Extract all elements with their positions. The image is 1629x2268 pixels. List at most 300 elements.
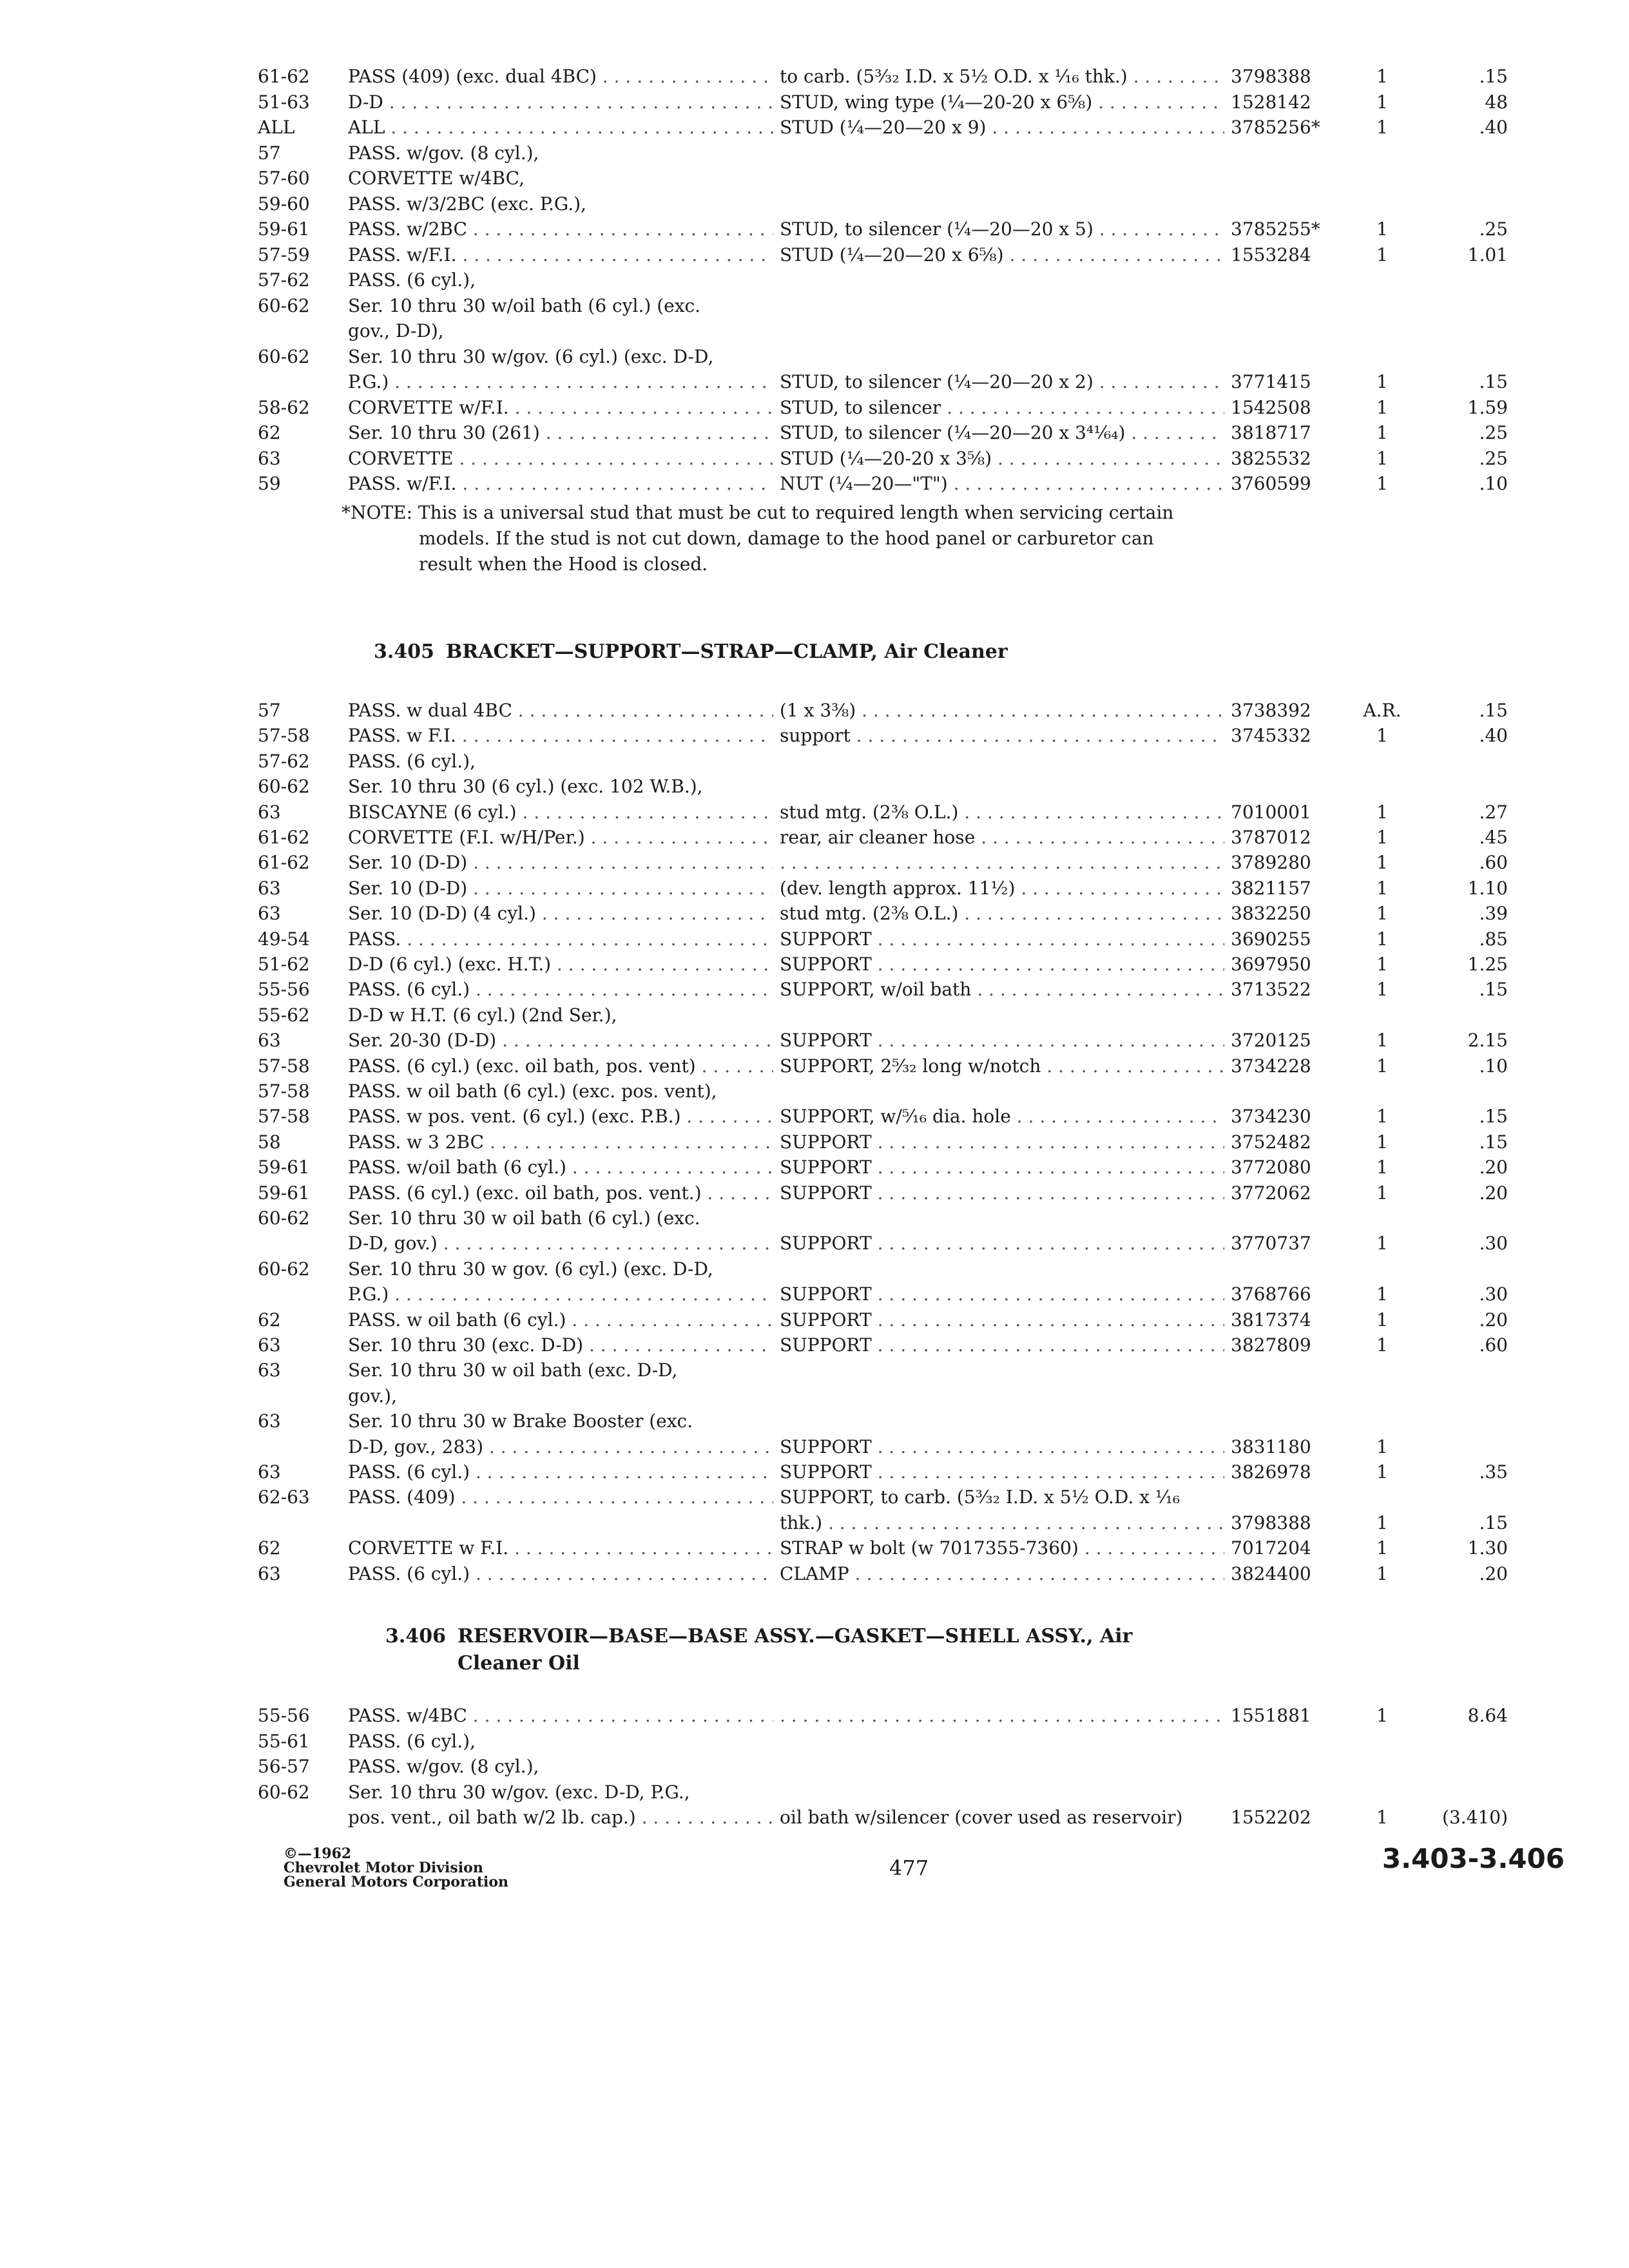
parts-row <box>258 370 1521 394</box>
price-cell: .15 <box>1479 1512 1508 1533</box>
part-number-cell: 3827809 <box>1231 1334 1311 1356</box>
year-cell: 49-54 <box>258 928 310 950</box>
year-cell: 60-62 <box>258 345 310 367</box>
price-cell: .39 <box>1479 903 1508 925</box>
price-cell: .25 <box>1479 218 1508 240</box>
quantity-cell: 1 <box>1376 1537 1388 1559</box>
model-cell: BISCAYNE (6 cyl.) . . . <box>348 800 773 825</box>
price-cell: 48 <box>1485 91 1508 113</box>
part-number-cell: 1551881 <box>1231 1705 1311 1726</box>
parts-row <box>258 64 1521 89</box>
quantity-cell: 1 <box>1376 1055 1388 1077</box>
note-line-3: result when the Hood is closed. <box>419 553 708 575</box>
description-cell: NUT (¼—20—"T") . . . <box>780 472 1224 496</box>
parts-row <box>258 1536 1521 1561</box>
year-cell: 61-62 <box>258 66 310 87</box>
year-cell: 63 <box>258 1410 281 1432</box>
quantity-cell: 1 <box>1376 1512 1388 1533</box>
part-number-cell: 3818717 <box>1231 422 1311 443</box>
section-405-number: 3.405 <box>374 640 434 663</box>
price-cell: .30 <box>1479 1283 1508 1305</box>
quantity-cell: 1 <box>1376 1106 1388 1128</box>
part-number-cell: 3832250 <box>1231 903 1311 925</box>
model-cell: PASS. . . . <box>348 927 773 952</box>
price-cell: .20 <box>1479 1309 1508 1331</box>
part-number-cell: 3697950 <box>1231 954 1311 975</box>
footer-corporation: General Motors Corporation <box>284 1874 509 1890</box>
model-cell: D-D w H.T. (6 cyl.) (2nd Ser.), <box>348 1004 617 1026</box>
model-cell: Ser. 10 thru 30 w oil bath (6 cyl.) (exc. <box>348 1207 700 1229</box>
parts-row <box>258 1181 1521 1206</box>
description-cell: SUPPORT, w/oil bath . . . <box>780 977 1224 1002</box>
part-number-cell: 3772080 <box>1231 1157 1311 1178</box>
quantity-cell: 1 <box>1376 1436 1388 1457</box>
section-406-heading <box>385 1624 1132 1649</box>
model-cell: Ser. 10 thru 30 (261) . . . <box>348 421 773 445</box>
parts-row <box>258 472 1521 496</box>
description-cell: (1 x 3⅜) . . . <box>780 698 1224 723</box>
year-cell: 57-59 <box>258 244 310 265</box>
part-number-cell: 3824400 <box>1231 1562 1311 1584</box>
description-cell: SUPPORT, w/⁵⁄₁₆ dia. hole . . . <box>780 1104 1224 1129</box>
part-number-cell: 3738392 <box>1231 700 1311 721</box>
description-cell: STUD (¼—20-20 x 3⅝) . . . <box>780 447 1224 471</box>
description-cell: SUPPORT . . . <box>780 952 1224 977</box>
part-number-cell: 3789280 <box>1231 852 1311 874</box>
quantity-cell: 1 <box>1376 1283 1388 1305</box>
parts-row <box>258 421 1521 445</box>
quantity-cell: 1 <box>1376 447 1388 469</box>
parts-row <box>258 1028 1521 1053</box>
model-cell: CORVETTE . . . <box>348 447 773 471</box>
description-cell: SUPPORT . . . <box>780 1333 1224 1358</box>
parts-row <box>258 1054 1521 1079</box>
model-cell: PASS. (6 cyl.) (exc. oil bath, pos. vent) . . . <box>348 1054 773 1079</box>
price-cell: .30 <box>1479 1233 1508 1254</box>
year-cell: 60-62 <box>258 294 310 316</box>
part-number-cell: 3770737 <box>1231 1233 1311 1254</box>
quantity-cell: 1 <box>1376 1182 1388 1204</box>
year-cell: 62 <box>258 1537 281 1559</box>
parts-row <box>258 1104 1521 1129</box>
model-cell: PASS. (6 cyl.) . . . <box>348 1460 773 1485</box>
parts-row <box>258 876 1521 901</box>
model-cell: D-D, gov.) . . . <box>348 1231 773 1256</box>
model-cell: PASS. (409) . . . <box>348 1485 773 1510</box>
part-number-cell: 3760599 <box>1231 473 1311 494</box>
quantity-cell: 1 <box>1376 877 1388 899</box>
part-number-cell: 3734228 <box>1231 1055 1311 1077</box>
part-number-cell: 3826978 <box>1231 1461 1311 1483</box>
price-cell: .10 <box>1479 473 1508 494</box>
parts-row <box>258 749 1521 774</box>
part-number-cell: 3734230 <box>1231 1106 1311 1128</box>
description-cell: STUD (¼—20—20 x 6⅝) . . . <box>780 243 1224 267</box>
model-cell: PASS. (6 cyl.) . . . <box>348 1562 773 1586</box>
year-cell: 55-61 <box>258 1730 310 1752</box>
quantity-cell: 1 <box>1376 66 1388 87</box>
year-cell: 62 <box>258 1309 281 1331</box>
part-number-cell: 3772062 <box>1231 1182 1311 1204</box>
parts-row <box>258 396 1521 420</box>
model-cell: PASS. w oil bath (6 cyl.) . . . <box>348 1308 773 1332</box>
model-cell: CORVETTE w/4BC, <box>348 168 525 189</box>
model-cell: D-D . . . <box>348 90 773 115</box>
price-cell: .10 <box>1479 1055 1508 1077</box>
parts-row <box>258 1805 1521 1830</box>
year-cell: 59-61 <box>258 1157 310 1178</box>
part-number-cell: 1552202 <box>1231 1807 1311 1828</box>
model-cell: ALL . . . <box>348 115 773 140</box>
parts-row <box>258 141 1521 166</box>
model-cell: D-D (6 cyl.) (exc. H.T.) . . . <box>348 952 773 977</box>
description-cell: SUPPORT . . . <box>780 1460 1224 1485</box>
parts-row <box>258 115 1521 140</box>
section-406-number: 3.406 <box>385 1625 446 1648</box>
quantity-cell: 1 <box>1376 422 1388 443</box>
description-cell: SUPPORT . . . <box>780 927 1224 952</box>
model-cell: Ser. 10 thru 30 w oil bath (exc. D-D, <box>348 1360 678 1381</box>
quantity-cell: 1 <box>1376 928 1388 950</box>
quantity-cell: 1 <box>1376 827 1388 848</box>
quantity-cell: 1 <box>1376 244 1388 265</box>
year-cell: 58 <box>258 1131 281 1153</box>
description-cell: SUPPORT . . . <box>780 1308 1224 1332</box>
year-cell: 59 <box>258 473 281 494</box>
parts-row <box>258 724 1521 748</box>
parts-row <box>258 1155 1521 1180</box>
model-cell: Ser. 10 thru 30 w/gov. (exc. D-D, P.G., <box>348 1781 690 1803</box>
year-cell: 63 <box>258 1030 281 1052</box>
parts-row <box>258 1409 1521 1434</box>
parts-row <box>258 1460 1521 1485</box>
parts-row <box>258 850 1521 875</box>
parts-row <box>258 1282 1521 1307</box>
year-cell: 57-58 <box>258 1106 310 1128</box>
parts-row <box>258 294 1521 318</box>
parts-row <box>258 192 1521 216</box>
description-cell: STUD, to silencer (¼—20—20 x 3⁴¹⁄₆₄) . . . <box>780 421 1224 445</box>
description-cell: STUD, to silencer (¼—20—20 x 5) . . . <box>780 217 1224 242</box>
part-number-cell: 3713522 <box>1231 979 1311 1001</box>
description-cell: STUD (¼—20—20 x 9) . . . <box>780 115 1224 140</box>
parts-row <box>258 1308 1521 1332</box>
model-cell: PASS. (6 cyl.) . . . <box>348 977 773 1002</box>
part-number-cell: 3752482 <box>1231 1131 1311 1153</box>
model-cell: Ser. 10 thru 30 w/oil bath (6 cyl.) (exc. <box>348 294 701 316</box>
parts-row <box>258 952 1521 977</box>
part-number-cell: 3690255 <box>1231 928 1311 950</box>
price-cell: .20 <box>1479 1182 1508 1204</box>
description-cell: SUPPORT . . . <box>780 1155 1224 1180</box>
description-cell <box>780 850 1224 875</box>
year-cell: 57-62 <box>258 750 310 772</box>
price-cell: (3.410) <box>1441 1807 1508 1828</box>
quantity-cell: 1 <box>1376 1233 1388 1254</box>
parts-row <box>258 901 1521 926</box>
year-cell: 61-62 <box>258 827 310 848</box>
section-406-title-line-2: Cleaner Oil <box>458 1652 580 1675</box>
part-number-cell: 3785256* <box>1231 117 1320 138</box>
parts-row <box>258 1079 1521 1104</box>
year-cell: 60-62 <box>258 1258 310 1280</box>
part-number-cell: 3798388 <box>1231 1512 1311 1533</box>
description-cell: support . . . <box>780 724 1224 748</box>
part-number-cell: 7017204 <box>1231 1537 1311 1559</box>
year-cell: 57-58 <box>258 1055 310 1077</box>
price-cell: 1.30 <box>1467 1537 1508 1559</box>
model-cell: P.G.) . . . <box>348 370 773 394</box>
quantity-cell: 1 <box>1376 1562 1388 1584</box>
description-cell: stud mtg. (2⅜ O.L.) . . . <box>780 901 1224 926</box>
parts-row <box>258 1729 1521 1754</box>
year-cell: 63 <box>258 1562 281 1584</box>
parts-row <box>258 268 1521 293</box>
parts-row <box>258 447 1521 471</box>
description-cell: STRAP w bolt (w 7017355-7360) . . . <box>780 1536 1224 1561</box>
price-cell: .15 <box>1479 1131 1508 1153</box>
model-cell: PASS. w/F.I. . . . <box>348 243 773 267</box>
description-cell: STUD, wing type (¼—20-20 x 6⅝) . . . <box>780 90 1224 115</box>
description-cell: oil bath w/silencer (cover used as reservoir) <box>780 1807 1183 1828</box>
year-cell: 55-62 <box>258 1004 310 1026</box>
model-cell: PASS. (6 cyl.), <box>348 1730 476 1752</box>
year-cell: 60-62 <box>258 776 310 798</box>
price-cell: .15 <box>1479 979 1508 1001</box>
parts-row <box>258 1562 1521 1586</box>
price-cell: 1.01 <box>1467 244 1508 265</box>
model-cell: CORVETTE w/F.I. . . . <box>348 396 773 420</box>
model-cell: Ser. 10 thru 30 (6 cyl.) (exc. 102 W.B.), <box>348 776 703 798</box>
model-cell: CORVETTE (F.I. w/H/Per.) . . . <box>348 825 773 850</box>
model-cell: D-D, gov., 283) . . . <box>348 1435 773 1459</box>
model-cell: Ser. 10 thru 30 (exc. D-D) . . . <box>348 1333 773 1358</box>
quantity-cell: 1 <box>1376 1705 1388 1726</box>
year-cell: 60-62 <box>258 1781 310 1803</box>
section-405-heading <box>374 639 1008 665</box>
parts-row <box>258 1358 1521 1383</box>
quantity-cell: 1 <box>1376 371 1388 392</box>
part-number-cell: 3768766 <box>1231 1283 1311 1305</box>
price-cell: .20 <box>1479 1157 1508 1178</box>
parts-row <box>258 1754 1521 1779</box>
quantity-cell: 1 <box>1376 903 1388 925</box>
year-cell: 55-56 <box>258 979 310 1001</box>
part-number-cell: 7010001 <box>1231 801 1311 823</box>
part-number-cell: 1553284 <box>1231 244 1311 265</box>
quantity-cell: 1 <box>1376 91 1388 113</box>
model-cell: PASS. w/oil bath (6 cyl.) . . . <box>348 1155 773 1180</box>
quantity-cell: 1 <box>1376 801 1388 823</box>
model-cell: Ser. 10 thru 30 w gov. (6 cyl.) (exc. D-D, <box>348 1258 713 1280</box>
section-406-title-line-1: RESERVOIR—BASE—BASE ASSY.—GASKET—SHELL ASSY., Air <box>457 1625 1133 1648</box>
parts-row <box>258 217 1521 242</box>
year-cell: ALL <box>258 117 295 138</box>
footer-division: Chevrolet Motor Division <box>284 1860 483 1876</box>
model-cell: gov.), <box>348 1385 398 1407</box>
year-cell: 57 <box>258 142 281 164</box>
quantity-cell: 1 <box>1376 1461 1388 1483</box>
quantity-cell: A.R. <box>1363 700 1402 721</box>
price-cell: 2.15 <box>1467 1030 1508 1052</box>
price-cell: .15 <box>1479 700 1508 721</box>
price-cell: .35 <box>1479 1461 1508 1483</box>
note-line-2: models. If the stud is not cut down, damage to the hood panel or carburetor can <box>419 528 1154 549</box>
model-cell: PASS. (6 cyl.) (exc. oil bath, pos. vent.) . . . <box>348 1181 773 1206</box>
description-cell: STUD, to silencer . . . <box>780 396 1224 420</box>
parts-row <box>258 319 1521 343</box>
part-number-cell: 3831180 <box>1231 1436 1311 1457</box>
description-cell <box>780 1704 1224 1728</box>
quantity-cell: 1 <box>1376 1030 1388 1052</box>
part-number-cell: 1542508 <box>1231 396 1311 418</box>
quantity-cell: 1 <box>1376 117 1388 138</box>
year-cell: 57-62 <box>258 269 310 291</box>
description-cell: (dev. length approx. 11½) . . . <box>780 876 1224 901</box>
model-cell: CORVETTE w F.I. . . . <box>348 1536 773 1561</box>
price-cell: .27 <box>1479 801 1508 823</box>
parts-row <box>258 977 1521 1002</box>
description-cell: stud mtg. (2⅜ O.L.) . . . <box>780 800 1224 825</box>
quantity-cell: 1 <box>1376 979 1388 1001</box>
description-cell: SUPPORT . . . <box>780 1435 1224 1459</box>
description-cell: CLAMP . . . <box>780 1562 1224 1586</box>
year-cell: 51-63 <box>258 91 310 113</box>
model-cell: PASS. (6 cyl.), <box>348 750 476 772</box>
model-cell: PASS. w/gov. (8 cyl.), <box>348 1756 539 1777</box>
price-cell: .20 <box>1479 1562 1508 1584</box>
note-line-1: *NOTE: This is a universal stud that must be cut to required length when servicing certain <box>342 502 1174 523</box>
price-cell: .25 <box>1479 447 1508 469</box>
description-cell: SUPPORT, to carb. (5³⁄₃₂ I.D. x 5½ O.D. x ¹⁄₁₆ <box>780 1486 1181 1508</box>
quantity-cell: 1 <box>1376 725 1388 747</box>
price-cell: .15 <box>1479 371 1508 392</box>
model-cell: PASS (409) (exc. dual 4BC) . . . <box>348 64 773 89</box>
model-cell: Ser. 10 (D-D) . . . <box>348 876 773 901</box>
year-cell: 62 <box>258 422 281 443</box>
price-cell: .15 <box>1479 1106 1508 1128</box>
model-cell: Ser. 10 thru 30 w Brake Booster (exc. <box>348 1410 693 1432</box>
parts-row <box>258 1130 1521 1155</box>
parts-row <box>258 927 1521 952</box>
parts-row <box>258 166 1521 191</box>
year-cell: 63 <box>258 877 281 899</box>
model-cell: PASS. w F.I. . . . <box>348 724 773 748</box>
quantity-cell: 1 <box>1376 396 1388 418</box>
price-cell: 1.25 <box>1467 954 1508 975</box>
model-cell: PASS. w/F.I. . . . <box>348 472 773 496</box>
year-cell: 57-58 <box>258 1081 310 1102</box>
price-cell: 8.64 <box>1467 1705 1508 1726</box>
parts-row <box>258 698 1521 723</box>
quantity-cell: 1 <box>1376 1157 1388 1178</box>
parts-row <box>258 1780 1521 1805</box>
year-cell: 59-61 <box>258 218 310 240</box>
year-cell: 63 <box>258 1461 281 1483</box>
year-cell: 60-62 <box>258 1207 310 1229</box>
quantity-cell: 1 <box>1376 473 1388 494</box>
price-cell: 1.10 <box>1467 877 1508 899</box>
model-cell: PASS. w/3/2BC (exc. P.G.), <box>348 193 586 215</box>
model-cell: PASS. (6 cyl.), <box>348 269 476 291</box>
parts-row <box>258 1333 1521 1358</box>
description-cell: STUD, to silencer (¼—20—20 x 2) . . . <box>780 370 1224 394</box>
year-cell: 56-57 <box>258 1756 310 1777</box>
price-cell: 1.59 <box>1467 396 1508 418</box>
model-cell: PASS. w dual 4BC . . . <box>348 698 773 723</box>
year-cell: 51-62 <box>258 954 310 975</box>
part-number-cell: 3787012 <box>1231 827 1311 848</box>
year-cell: 58-62 <box>258 396 310 418</box>
model-cell: PASS. w/gov. (8 cyl.), <box>348 142 539 164</box>
year-cell: 59-60 <box>258 193 310 215</box>
year-cell: 55-56 <box>258 1705 310 1726</box>
parts-row <box>258 800 1521 825</box>
year-cell: 63 <box>258 1334 281 1356</box>
description-cell: SUPPORT . . . <box>780 1282 1224 1307</box>
model-cell: P.G.) . . . <box>348 1282 773 1307</box>
quantity-cell: 1 <box>1376 1309 1388 1331</box>
quantity-cell: 1 <box>1376 1334 1388 1356</box>
year-cell: 57-58 <box>258 725 310 747</box>
price-cell: .40 <box>1479 725 1508 747</box>
model-cell: PASS. w pos. vent. (6 cyl.) (exc. P.B.) . . . <box>348 1104 773 1129</box>
model-cell: gov., D-D), <box>348 320 444 341</box>
parts-row <box>258 90 1521 115</box>
quantity-cell: 1 <box>1376 954 1388 975</box>
model-cell: pos. vent., oil bath w/2 lb. cap.) . . . <box>348 1805 773 1830</box>
part-number-cell: 3817374 <box>1231 1309 1311 1331</box>
universal-stud-note <box>342 500 1244 577</box>
quantity-cell: 1 <box>1376 852 1388 874</box>
model-cell: PASS. w/4BC . . . <box>348 1704 773 1728</box>
description-cell: SUPPORT . . . <box>780 1231 1224 1256</box>
description-cell: SUPPORT . . . <box>780 1181 1224 1206</box>
model-cell: PASS. w oil bath (6 cyl.) (exc. pos. vent), <box>348 1081 717 1102</box>
parts-row <box>258 1206 1521 1231</box>
model-cell: Ser. 10 thru 30 w/gov. (6 cyl.) (exc. D-D, <box>348 345 714 367</box>
year-cell: 62-63 <box>258 1486 310 1508</box>
parts-row <box>258 1704 1521 1728</box>
price-cell: .85 <box>1479 928 1508 950</box>
year-cell: 63 <box>258 903 281 925</box>
price-cell: .60 <box>1479 1334 1508 1356</box>
part-number-cell: 3771415 <box>1231 371 1311 392</box>
model-cell: Ser. 10 (D-D) . . . <box>348 850 773 875</box>
parts-row <box>258 1485 1521 1510</box>
parts-row <box>258 1231 1521 1256</box>
parts-row <box>258 1384 1521 1408</box>
parts-row <box>258 774 1521 799</box>
description-cell: rear, air cleaner hose . . . <box>780 825 1224 850</box>
quantity-cell: 1 <box>1376 1807 1388 1828</box>
price-cell: .15 <box>1479 66 1508 87</box>
parts-row <box>258 243 1521 267</box>
parts-row <box>258 345 1521 369</box>
parts-row <box>258 1435 1521 1459</box>
part-number-cell: 3821157 <box>1231 877 1311 899</box>
quantity-cell: 1 <box>1376 218 1388 240</box>
part-number-cell: 3798388 <box>1231 66 1311 87</box>
price-cell: .40 <box>1479 117 1508 138</box>
model-cell: Ser. 10 (D-D) (4 cyl.) . . . <box>348 901 773 926</box>
part-number-cell: 3785255* <box>1231 218 1320 240</box>
year-cell: 59-61 <box>258 1182 310 1204</box>
part-number-cell: 3825532 <box>1231 447 1311 469</box>
section-range: 3.403-3.406 <box>1382 1843 1565 1874</box>
description-cell: to carb. (5³⁄₃₂ I.D. x 5½ O.D. x ¹⁄₁₆ thk.) . . . <box>780 64 1224 89</box>
parts-row <box>258 1511 1521 1535</box>
